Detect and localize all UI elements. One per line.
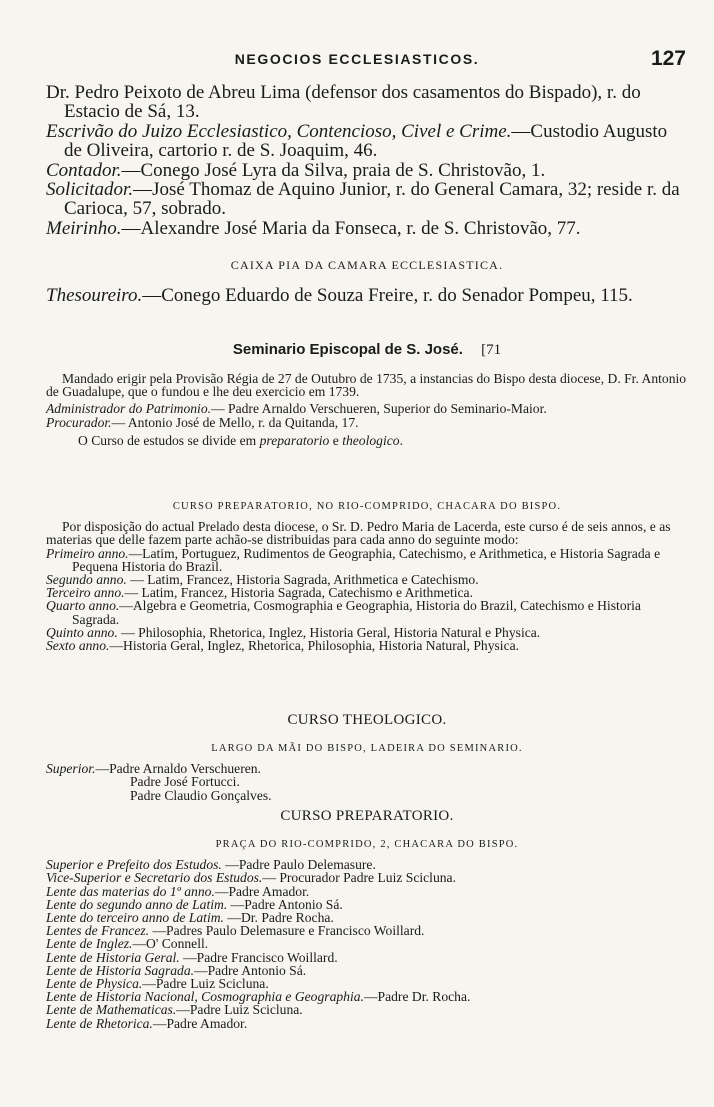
entry-procurador bbox=[46, 416, 688, 429]
staff-label: Lente das materias do 1º anno. bbox=[46, 883, 215, 899]
division-text: e bbox=[329, 432, 343, 448]
curso-prep-1-heading: CURSO PREPARATORIO, NO RIO-COMPRIDO, CHACARA DO BISPO. bbox=[172, 501, 562, 512]
year-label: Segundo anno. bbox=[46, 572, 127, 588]
staff-text: —Padre Antonio Sá. bbox=[227, 896, 343, 912]
year-label: Quinto anno. bbox=[46, 624, 118, 640]
division-line bbox=[46, 434, 688, 447]
running-title: NEGOCIOS ECCLESIASTICOS. bbox=[234, 51, 480, 67]
entry-text: — Padre Arnaldo Verschueren, Superior do Seminario-Maior. bbox=[211, 401, 547, 417]
staff-label: Lente de Historia Geral. bbox=[46, 949, 180, 965]
superior-person: —Padre Arnaldo Verschueren. bbox=[95, 761, 261, 777]
curso-prep-2-body bbox=[46, 838, 688, 1030]
staff-label: Lente de Inglez. bbox=[46, 936, 133, 952]
year-entry bbox=[46, 547, 688, 573]
entry-contador bbox=[46, 161, 688, 180]
year-text: —Latim, Portuguez, Rudimentos de Geographia, Catechismo, e Arithmetica, e Historia Sagrada e Pequena Historia do Brazil. bbox=[72, 545, 661, 574]
entry-label: Administrador do Patrimonio. bbox=[46, 401, 212, 417]
caixa-section bbox=[46, 258, 688, 273]
curso-prep-1 bbox=[46, 500, 688, 652]
curso-prep-1-intro: Por disposição do actual Prelado desta diocese, o Sr. D. Pedro Maria de Lacerda, este curso é de seis annos, e as materias que delle fazem parte achão-se distribuidas para cada anno do seguinte modo: bbox=[46, 519, 671, 548]
staff-label: Lente de Historia Sagrada. bbox=[46, 962, 195, 978]
year-text: —Historia Geral, Inglez, Rhetorica, Philosophia, Historia Natural, Physica. bbox=[109, 638, 520, 654]
curso-theo-heading: CURSO THEOLOGICO. bbox=[287, 712, 447, 728]
entry-text: — Antonio José de Mello, r. da Quitanda, 17. bbox=[111, 414, 359, 430]
staff-label: Lente de Historia Nacional, Cosmographia e Geographia. bbox=[46, 989, 364, 1005]
staff-text: —Padre Amador. bbox=[152, 1015, 248, 1031]
curso-theo bbox=[46, 712, 688, 729]
entry-label: Escrivão do Juizo Ecclesiastico, Contencioso, Civel e Crime. bbox=[46, 120, 512, 142]
year-label: Quarto anno. bbox=[46, 598, 120, 614]
staff-text: — Procurador Padre Luiz Scicluna. bbox=[262, 870, 456, 886]
staff-label: Lente de Mathematicas. bbox=[46, 1002, 177, 1018]
entry-text: —José Thomaz de Aquino Junior, r. do General Camara, 32; reside r. da Carioca, 57, sobrado. bbox=[64, 179, 680, 220]
curso-prep-2 bbox=[46, 808, 688, 825]
year-text: — Latim, Francez, Historia Sagrada, Catechismo e Arithmetica. bbox=[124, 585, 473, 601]
division-text: O Curso de estudos se divide em bbox=[78, 432, 260, 448]
curso-prep-2-address: PRAÇA DO RIO-COMPRIDO, 2, CHACARA DO BISPO. bbox=[215, 839, 519, 850]
staff-text: —Padre Luiz Scicluna. bbox=[176, 1002, 303, 1018]
staff-label: Lentes de Francez. bbox=[46, 923, 150, 939]
staff-text: —Padre Luiz Scicluna. bbox=[142, 976, 269, 992]
division-theo: theologico bbox=[342, 432, 400, 448]
page-number: 127 bbox=[650, 47, 686, 70]
staff-label: Superior e Prefeito dos Estudos. bbox=[46, 857, 222, 873]
entry-text: Dr. Pedro Peixoto de Abreu Lima (defensor dos casamentos do Bispado), r. do Estacio de Sá, 13. bbox=[46, 82, 641, 123]
year-text: — Philosophia, Rhetorica, Inglez, Historia Geral, Historia Natural e Physica. bbox=[117, 624, 541, 640]
entry-solicitador bbox=[46, 180, 688, 219]
seminario-heading-row bbox=[46, 341, 688, 359]
superior-label: Superior. bbox=[46, 761, 96, 777]
caixa-heading: CAIXA PIA DA CAMARA ECCLESIASTICA. bbox=[230, 258, 504, 272]
seminario-intro: Mandado erigir pela Provisão Régia de 27 de Outubro de 1735, a instancias do Bispo desta diocese, D. Fr. Antonio de Guadalupe, que o fundou e lhe deu exercicio em 1739. bbox=[46, 371, 687, 400]
theo-person: Padre Claudio Gonçalves. bbox=[130, 787, 272, 803]
curso-theo-body bbox=[46, 742, 688, 802]
caixa-entry bbox=[46, 286, 688, 305]
curso-prep-2-heading: CURSO PREPARATORIO. bbox=[280, 808, 454, 824]
year-text: —Algebra e Geometria, Cosmographia e Geographia, Historia do Brazil, Catechismo e Historia Sagrada. bbox=[72, 598, 641, 627]
staff-text: —Padre Amador. bbox=[214, 883, 310, 899]
entry-thesoureiro bbox=[46, 286, 688, 305]
entry-label: Meirinho. bbox=[46, 217, 122, 239]
entry-meirinho bbox=[46, 219, 688, 238]
staff-text: —Padre Paulo Delemasure. bbox=[221, 857, 376, 873]
staff-text: —Dr. Padre Rocha. bbox=[223, 910, 334, 926]
entry-text: —Conego José Lyra da Silva, praia de S. Christovão, 1. bbox=[121, 159, 546, 181]
staff-text: —Padre Dr. Rocha. bbox=[363, 989, 471, 1005]
entry-escrivao bbox=[46, 122, 688, 161]
seminario-title-text: Seminario Episcopal de S. José. bbox=[232, 341, 463, 358]
staff-label: Lente de Rhetorica. bbox=[46, 1015, 153, 1031]
theo-person: Padre José Fortucci. bbox=[130, 774, 240, 790]
division-prep: preparatorio bbox=[259, 432, 330, 448]
entry-label: Procurador. bbox=[46, 414, 112, 430]
year-entry bbox=[46, 599, 688, 625]
entry-text: —Custodio Augusto de Oliveira, cartorio r. de S. Joaquim, 46. bbox=[64, 120, 668, 162]
entry-label: Contador. bbox=[46, 159, 122, 181]
staff-label: Vice-Superior e Secretario dos Estudos. bbox=[46, 870, 263, 886]
year-text: — Latim, Francez, Historia Sagrada, Arithmetica e Catechismo. bbox=[126, 572, 479, 588]
division-text: . bbox=[399, 432, 403, 448]
staff-label: Lente do segundo anno de Latim. bbox=[46, 896, 228, 912]
officials-list bbox=[46, 83, 688, 238]
seminario-title bbox=[46, 341, 688, 359]
entry-label: Thesoureiro. bbox=[46, 285, 143, 306]
staff-text: —Padres Paulo Delemasure e Francisco Woillard. bbox=[149, 923, 425, 939]
year-entry bbox=[46, 639, 688, 652]
entry-defensor bbox=[46, 83, 688, 122]
year-label: Primeiro anno. bbox=[46, 545, 129, 561]
running-head bbox=[0, 47, 714, 77]
seminario-ref: [71 bbox=[481, 342, 502, 358]
entry-text: —Conego Eduardo de Souza Freire, r. do Senador Pompeu, 115. bbox=[142, 285, 633, 306]
staff-entry bbox=[46, 1017, 688, 1030]
entry-text: —Alexandre José Maria da Fonseca, r. de S. Christovão, 77. bbox=[121, 217, 581, 239]
curso-theo-address: LARGO DA MÃI DO BISPO, LADEIRA DO SEMINARIO. bbox=[211, 743, 523, 754]
staff-label: Lente do terceiro anno de Latim. bbox=[46, 910, 224, 926]
staff-text: —Padre Francisco Woillard. bbox=[179, 949, 338, 965]
year-label: Sexto anno. bbox=[46, 638, 110, 654]
entry-label: Solicitador. bbox=[46, 179, 134, 201]
staff-label: Lente de Physica. bbox=[46, 976, 143, 992]
staff-text: —Padre Antonio Sá. bbox=[194, 962, 307, 978]
seminario-body bbox=[46, 372, 688, 447]
staff-text: —O' Connell. bbox=[132, 936, 209, 952]
year-label: Terceiro anno. bbox=[46, 585, 125, 601]
